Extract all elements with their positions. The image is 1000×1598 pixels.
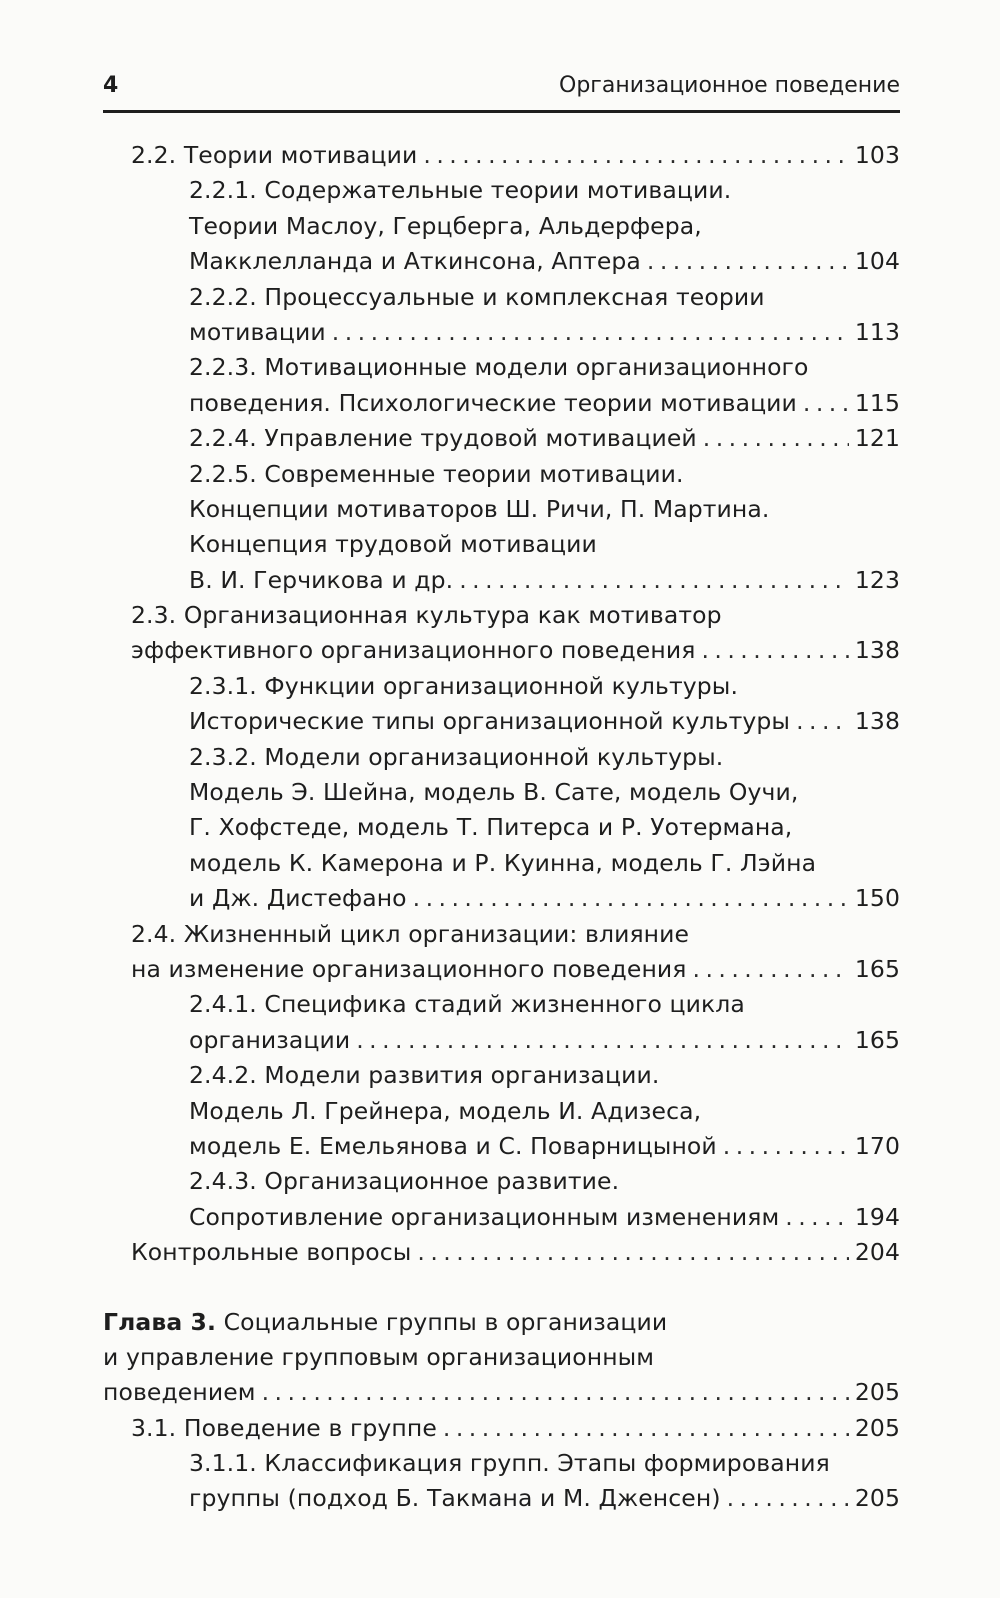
toc-entry-2-2-2[interactable] (103, 280, 900, 351)
toc-entry-text: 2.3. Организационная культура как мотиватор (131, 601, 722, 630)
toc-entry-text: Концепция трудовой мотивации (189, 530, 597, 559)
toc-entry-text: и Дж. Дистефано (189, 884, 407, 913)
toc-page-number: 115 (854, 388, 900, 417)
toc-page-number: 150 (854, 884, 900, 913)
toc-entry-text: 2.2.4. Управление трудовой мотивацией (189, 424, 697, 453)
toc-entry-text: 2.2.5. Современные теории мотивации. (189, 459, 684, 488)
toc-page-number: 138 (854, 707, 900, 736)
toc-entry-2-4[interactable] (103, 917, 900, 988)
toc-entry-text: эффективного организационного поведения (131, 636, 696, 665)
toc-page-number: 205 (854, 1484, 900, 1513)
toc-entry-2-2-1[interactable] (103, 173, 900, 279)
toc-entry-text: Сопротивление организационным изменениям (189, 1202, 780, 1231)
toc-page-number: 123 (854, 565, 900, 594)
toc-entry-text: модель Е. Емельянова и С. Поварницыной (189, 1131, 717, 1160)
toc-page-number: 204 (854, 1238, 900, 1267)
toc-page-number: 205 (854, 1378, 900, 1407)
toc-entry-text: группы (подход Б. Такмана и М. Дженсен) (189, 1484, 721, 1513)
toc-entry-text: Г. Хофстеде, модель Т. Питерса и Р. Уотермана, (189, 813, 793, 842)
toc-entry-text: Исторические типы организационной культуры (189, 707, 791, 736)
toc-entry-text: на изменение организационного поведения (131, 954, 687, 983)
dot-leader (796, 704, 849, 739)
toc-page-number: 165 (854, 954, 900, 983)
dot-leader (785, 1200, 849, 1235)
toc-entry-text: 3.1.1. Классификация групп. Этапы формирования (189, 1449, 830, 1478)
toc-entry-text: 2.4.1. Специфика стадий жизненного цикла (189, 990, 745, 1019)
toc-entry-2-2-4[interactable] (103, 421, 900, 456)
dot-leader (423, 138, 848, 173)
toc-entry-text: и управление групповым организационным (103, 1342, 655, 1371)
toc-page-number: 170 (854, 1131, 900, 1160)
toc-entry-text: 2.3.1. Функции организационной культуры. (189, 671, 739, 700)
toc-entry-text: поведением (103, 1378, 256, 1407)
toc-entry-2-4-1[interactable] (103, 987, 900, 1058)
toc-page-number: 104 (854, 247, 900, 276)
toc-entry-text: 2.2. Теории мотивации (131, 141, 418, 169)
toc-entry-text: поведения. Психологические теории мотивации (189, 388, 797, 417)
toc-page-number: 113 (854, 317, 900, 346)
toc-page-number: 121 (854, 424, 900, 453)
toc-entry-2-3-1[interactable] (103, 669, 900, 740)
toc-entry-text: 2.4.2. Модели развития организации. (189, 1061, 660, 1090)
toc-entry-2-4-2[interactable] (103, 1058, 900, 1164)
toc-entry-control-questions[interactable] (103, 1235, 900, 1270)
dot-leader (701, 633, 848, 668)
dot-leader (693, 952, 849, 987)
dot-leader (647, 244, 849, 279)
running-title: Организационное поведение (559, 73, 900, 98)
toc-entry-text: Модель Э. Шейна, модель В. Сате, модель Оучи, (189, 778, 799, 807)
toc-entry-3-1-1[interactable] (103, 1446, 900, 1517)
toc-entry-text: организации (189, 1025, 351, 1054)
dot-leader (332, 315, 849, 350)
toc-entry-text: Теории Маслоу, Герцберга, Альдерфера, (189, 211, 702, 240)
toc-page-number: 103 (854, 141, 900, 169)
toc-entry-2-2[interactable] (103, 138, 900, 173)
toc-entry-text: Концепции мотиваторов Ш. Ричи, П. Мартина. (189, 494, 770, 523)
toc-entry-2-2-3[interactable] (103, 350, 900, 421)
toc-entry-text: Социальные группы в организации (216, 1307, 668, 1336)
dot-leader (413, 881, 849, 916)
toc-page-number: 205 (854, 1413, 900, 1442)
toc-entry-text: 3.1. Поведение в группе (131, 1413, 437, 1442)
toc-entry-2-3-2[interactable] (103, 740, 900, 917)
toc-entry-text: В. И. Герчикова и др. (189, 565, 454, 594)
toc-entry-text: 2.2.3. Мотивационные модели организационного (189, 353, 809, 382)
toc-page-number: 165 (854, 1025, 900, 1054)
toc-entry-text: 2.4. Жизненный цикл организации: влияние (131, 919, 690, 948)
header-rule (103, 110, 900, 113)
toc-entry-text: модель К. Камерона и Р. Куинна, модель Г. Лэйна (189, 848, 817, 877)
dot-leader (262, 1375, 849, 1410)
toc-entry-chapter-3[interactable] (103, 1305, 900, 1411)
running-header (103, 68, 900, 104)
toc-page-number: 194 (854, 1202, 900, 1231)
dot-leader (459, 563, 849, 598)
toc-entry-text: 2.4.3. Организационное развитие. (189, 1167, 620, 1196)
dot-leader (723, 1129, 849, 1164)
dot-leader (727, 1481, 849, 1516)
dot-leader (443, 1411, 849, 1446)
toc-entry-text: 2.3.2. Модели организационной культуры. (189, 742, 724, 771)
dot-leader (356, 1023, 849, 1058)
dot-leader (703, 421, 849, 456)
page-number: 4 (103, 73, 119, 98)
toc-entry-text: 2.2.2. Процессуальные и комплексная теории (189, 282, 765, 311)
table-of-contents (103, 138, 900, 1517)
toc-entry-text: мотивации (189, 317, 326, 346)
dot-leader (417, 1235, 848, 1270)
toc-page-number: 138 (854, 636, 900, 665)
chapter-label: Глава 3. (103, 1307, 217, 1336)
toc-entry-text: 2.2.1. Содержательные теории мотивации. (189, 176, 732, 205)
toc-entry-2-3[interactable] (103, 598, 900, 669)
toc-entry-2-2-5[interactable] (103, 457, 900, 599)
toc-entry-text: Модель Л. Грейнера, модель И. Адизеса, (189, 1096, 702, 1125)
toc-entry-3-1[interactable] (103, 1411, 900, 1446)
toc-entry-2-4-3[interactable] (103, 1164, 900, 1235)
toc-entry-text: Макклелланда и Аткинсона, Аптера (189, 247, 641, 276)
dot-leader (803, 386, 849, 421)
toc-entry-text: Контрольные вопросы (131, 1238, 412, 1267)
